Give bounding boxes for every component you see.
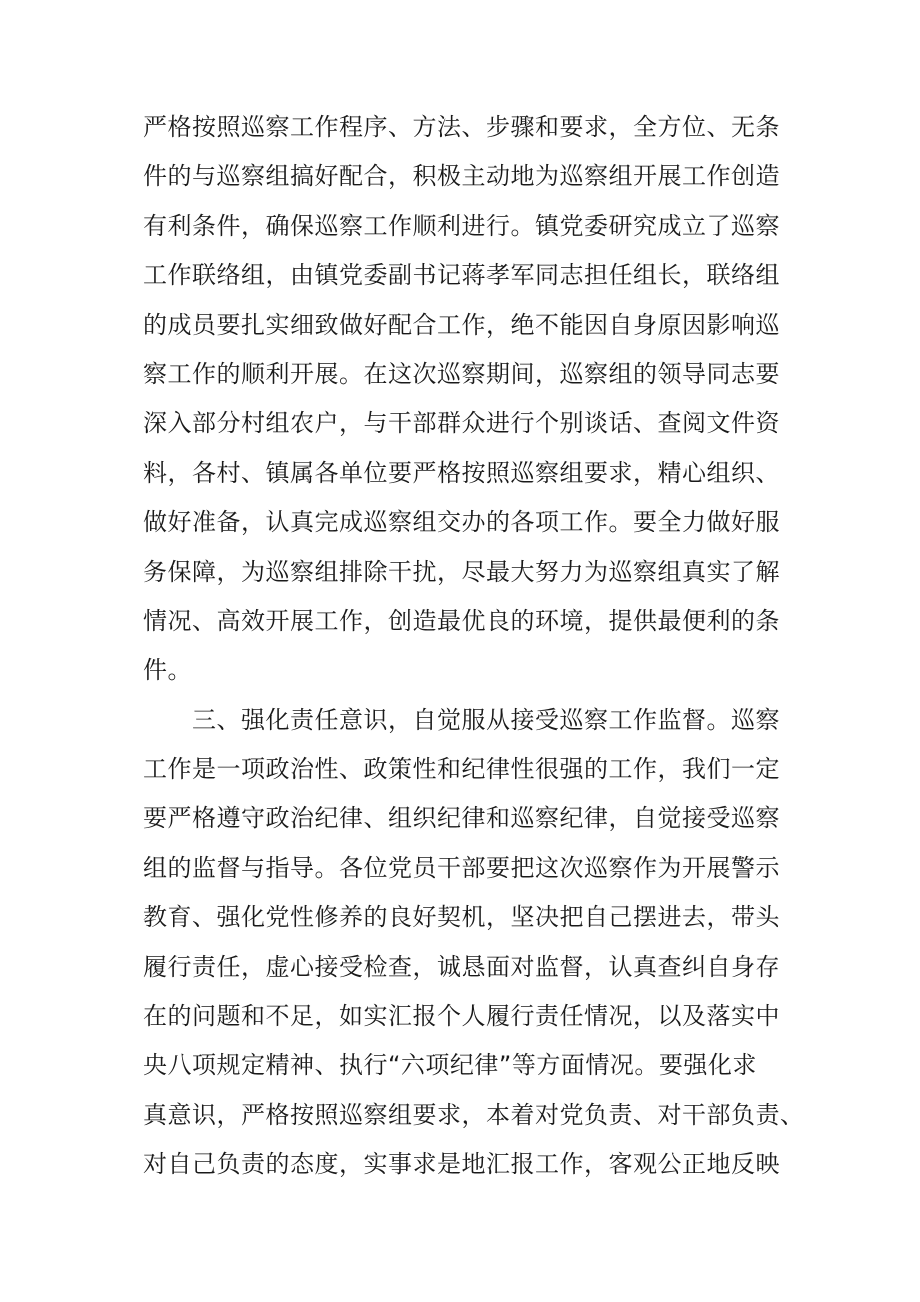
text-line: 务保障，为巡察组排除干扰，尽最大努力为巡察组真实了解 (143, 557, 780, 586)
text-line: 履行责任，虚心接受检查，诚恳面对监督，认真查纠自身存 (143, 952, 780, 981)
text-line: 情况、高效开展工作，创造最优良的环境，提供最便利的条 (143, 606, 780, 635)
text-line: 组的监督与指导。各位党员干部要把这次巡察作为开展警示 (143, 853, 780, 882)
text-line: 严格按照巡察工作程序、方法、步骤和要求，全方位、无条 (143, 113, 780, 141)
text-line: 工作是一项政治性、政策性和纪律性很强的工作，我们一定 (143, 755, 780, 784)
text-line: 的成员要扎实细致做好配合工作，绝不能因自身原因影响巡 (143, 310, 780, 339)
text-line: 真意识，严格按照巡察组要求，本着对党负责、对干部负责、 (143, 1100, 805, 1129)
text-line: 料，各村、镇属各单位要严格按照巡察组要求，精心组织、 (143, 458, 780, 487)
text-line: 察工作的顺利开展。在这次巡察期间，巡察组的领导同志要 (143, 359, 780, 388)
text-line: 做好准备，认真完成巡察组交办的各项工作。要全力做好服 (143, 508, 780, 537)
text-line: 在的问题和不足，如实汇报个人履行责任情况，以及落实中 (143, 1002, 780, 1031)
text-line: 教育、强化党性修养的良好契机，坚决把自己摆进去，带头 (143, 903, 780, 932)
document-body (143, 103, 805, 1190)
text-line: 工作联络组，由镇党委副书记蒋孝军同志担任组长，联络组 (143, 261, 780, 290)
text-line: 对自己负责的态度，实事求是地汇报工作，客观公正地反映 (143, 1150, 780, 1179)
text-line: 深入部分村组农户，与干部群众进行个别谈话、查阅文件资 (143, 409, 780, 438)
text-line: 央八项规定精神、执行“六项纪律”等方面情况。要强化求 (143, 1051, 757, 1080)
text-line: 件的与巡察组搞好配合，积极主动地为巡察组开展工作创造 (143, 162, 780, 191)
text-line: 件。 (143, 656, 192, 685)
section-heading-line: 三、强化责任意识，自觉服从接受巡察工作监督。巡察 (143, 705, 780, 734)
text-line: 有利条件，确保巡察工作顺利进行。镇党委研究成立了巡察 (143, 211, 780, 240)
text-line: 要严格遵守政治纪律、组织纪律和巡察纪律，自觉接受巡察 (143, 804, 780, 833)
